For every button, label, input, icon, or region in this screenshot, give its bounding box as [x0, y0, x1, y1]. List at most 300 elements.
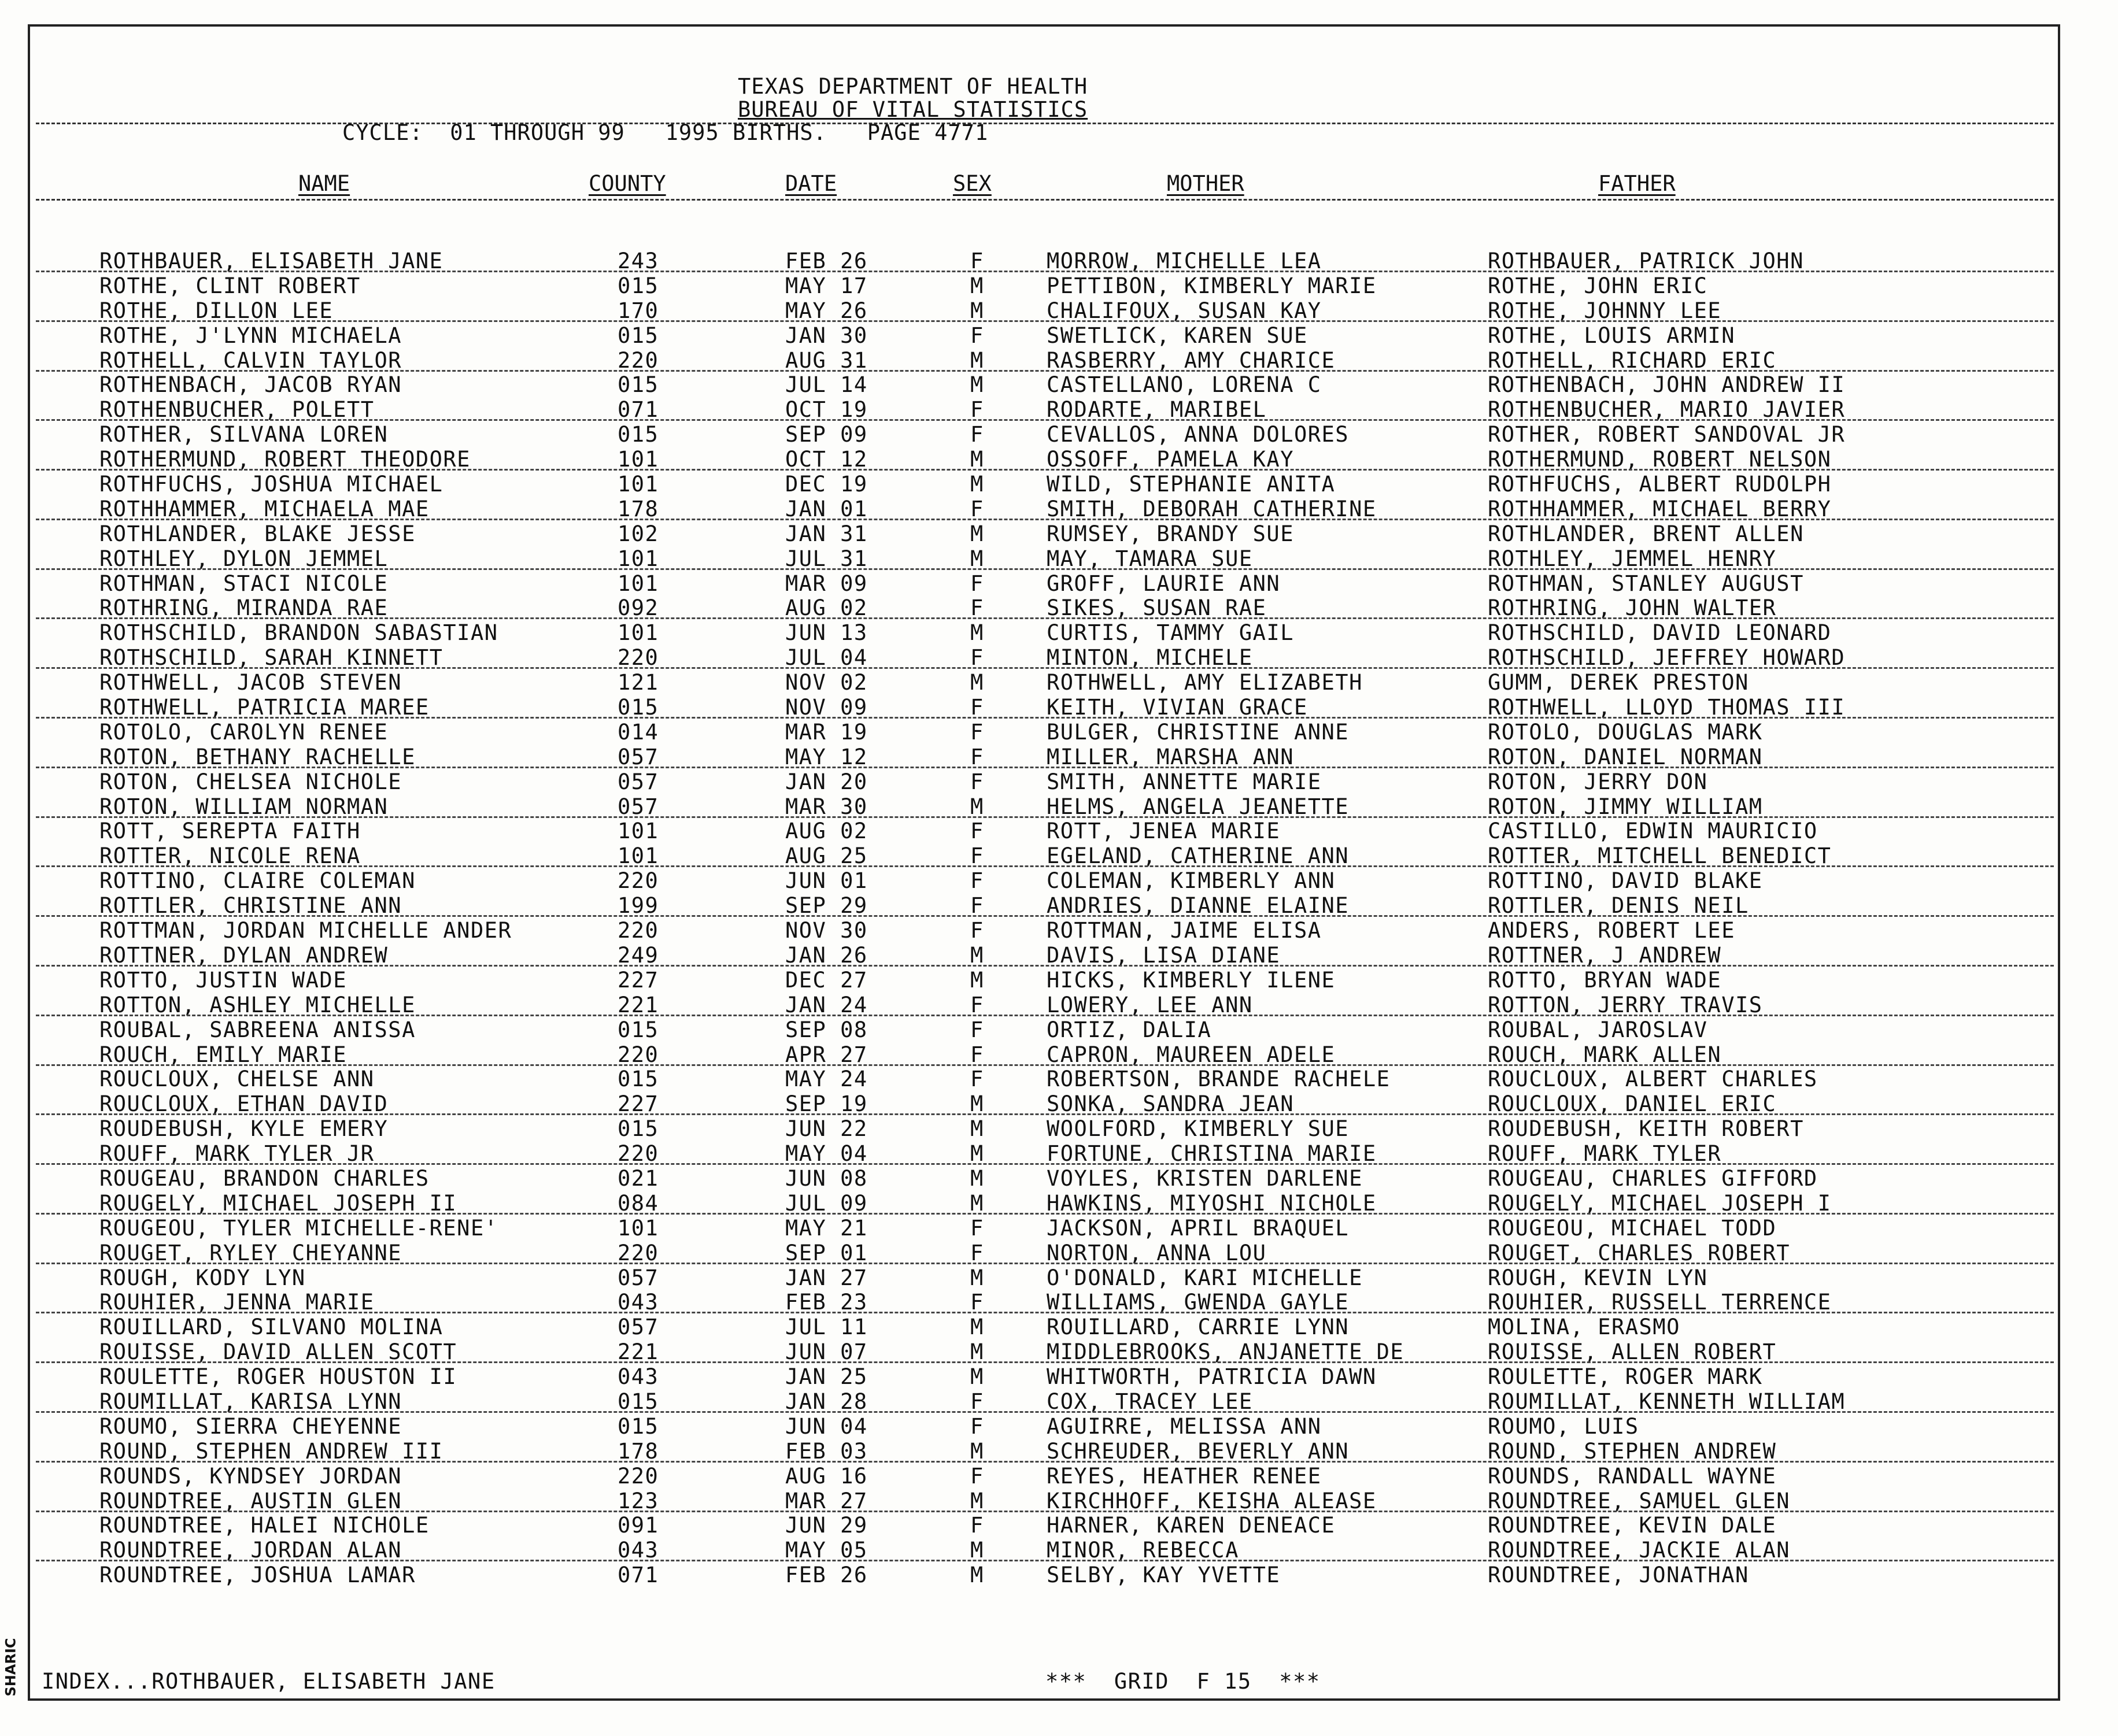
cell-name: ROTHE, J'LYNN MICHAELA: [99, 323, 402, 348]
cell-mother: MORROW, MICHELLE LEA: [1047, 249, 1322, 273]
cell-date: DEC 19: [785, 472, 868, 497]
cell-date: JUN 07: [785, 1339, 868, 1365]
cell-date: MAY 26: [785, 298, 868, 323]
cell-sex: F: [970, 695, 984, 720]
cell-sex: F: [970, 1067, 984, 1092]
cell-sex: F: [970, 893, 984, 919]
cell-county: 101: [618, 843, 659, 869]
table-row: [0, 893, 2118, 918]
cell-mother: VOYLES, KRISTEN DARLENE: [1047, 1165, 1363, 1191]
cell-name: ROTTLER, CHRISTINE ANN: [99, 893, 402, 919]
cell-father: ROTHRING, JOHN WALTER: [1488, 595, 1777, 621]
cell-sex: M: [970, 298, 984, 323]
cell-date: FEB 03: [785, 1438, 868, 1464]
cell-mother: SELBY, KAY YVETTE: [1047, 1563, 1281, 1588]
cell-name: ROUNDTREE, JOSHUA LAMAR: [99, 1563, 416, 1588]
cell-county: 043: [618, 1364, 659, 1390]
cell-mother: ANDRIES, DIANNE ELAINE: [1047, 893, 1350, 919]
cell-name: ROULETTE, ROGER HOUSTON II: [99, 1364, 457, 1390]
table-row: [0, 1439, 2118, 1464]
table-row: [0, 348, 2118, 373]
cell-county: 249: [618, 942, 659, 968]
cell-sex: M: [970, 1364, 984, 1390]
cell-date: MAR 09: [785, 571, 868, 596]
cell-name: ROTON, BETHANY RACHELLE: [99, 744, 416, 769]
cell-name: ROTTER, NICOLE RENA: [99, 843, 361, 869]
cell-name: ROUND, STEPHEN ANDREW III: [99, 1438, 443, 1464]
cell-name: ROUGEAU, BRANDON CHARLES: [99, 1165, 430, 1191]
cell-sex: F: [970, 323, 984, 348]
cell-name: ROTON, CHELSEA NICHOLE: [99, 769, 402, 794]
cell-mother: RODARTE, MARIBEL: [1047, 397, 1267, 423]
cell-mother: FORTUNE, CHRISTINA MARIE: [1047, 1141, 1377, 1167]
cell-mother: WILD, STEPHANIE ANITA: [1047, 472, 1336, 497]
cell-mother: HICKS, KIMBERLY ILENE: [1047, 967, 1336, 993]
cell-name: ROTHELL, CALVIN TAYLOR: [99, 347, 402, 373]
cell-mother: MAY, TAMARA SUE: [1047, 546, 1253, 571]
table-row: [0, 620, 2118, 645]
cell-date: NOV 09: [785, 695, 868, 720]
cell-father: ROTHSCHILD, DAVID LEONARD: [1488, 620, 1832, 646]
cell-father: MOLINA, ERASMO: [1488, 1315, 1680, 1340]
side-label: SHARIC: [2, 1638, 19, 1697]
cell-sex: F: [970, 1017, 984, 1042]
table-row: [0, 1017, 2118, 1042]
cell-sex: M: [970, 1265, 984, 1290]
cell-county: 220: [618, 868, 659, 894]
cell-date: JUN 01: [785, 868, 868, 894]
cell-name: ROTHSCHILD, BRANDON SABASTIAN: [99, 620, 498, 646]
cell-name: ROUFF, MARK TYLER JR: [99, 1141, 375, 1167]
cell-sex: M: [970, 670, 984, 695]
cell-date: MAY 21: [785, 1215, 868, 1241]
cell-father: ROTHELL, RICHARD ERIC: [1488, 347, 1777, 373]
cell-name: ROUMILLAT, KARISA LYNN: [99, 1389, 402, 1414]
cell-name: ROTT, SEREPTA FAITH: [99, 819, 361, 844]
cell-mother: NORTON, ANNA LOU: [1047, 1240, 1267, 1265]
cell-sex: M: [970, 273, 984, 298]
cell-county: 220: [618, 918, 659, 943]
cell-sex: M: [970, 1190, 984, 1216]
cell-county: 220: [618, 645, 659, 671]
cell-sex: M: [970, 1165, 984, 1191]
cell-county: 199: [618, 893, 659, 919]
cell-sex: F: [970, 918, 984, 943]
cell-county: 015: [618, 1116, 659, 1142]
cell-mother: DAVIS, LISA DIANE: [1047, 942, 1281, 968]
cell-father: ROTTNER, J ANDREW: [1488, 942, 1722, 968]
col-header-sex: SEX: [953, 171, 992, 196]
cell-date: SEP 01: [785, 1240, 868, 1265]
cell-mother: CAPRON, MAUREEN ADELE: [1047, 1042, 1336, 1067]
cell-county: 170: [618, 298, 659, 323]
cell-county: 014: [618, 719, 659, 745]
cell-sex: F: [970, 397, 984, 423]
cell-county: 227: [618, 1091, 659, 1117]
cell-county: 015: [618, 372, 659, 398]
cell-county: 101: [618, 571, 659, 596]
cell-sex: F: [970, 645, 984, 671]
cell-date: MAR 27: [785, 1488, 868, 1513]
cell-county: 071: [618, 397, 659, 423]
cell-county: 057: [618, 794, 659, 819]
cell-sex: F: [970, 571, 984, 596]
cell-name: ROUILLARD, SILVANO MOLINA: [99, 1315, 443, 1340]
cell-date: JAN 28: [785, 1389, 868, 1414]
table-row: [0, 571, 2118, 596]
cell-father: ROUNDTREE, SAMUEL GLEN: [1488, 1488, 1791, 1513]
cell-county: 043: [618, 1538, 659, 1563]
cell-mother: CURTIS, TAMMY GAIL: [1047, 620, 1294, 646]
cell-county: 015: [618, 422, 659, 447]
cell-father: ROTOLO, DOUGLAS MARK: [1488, 719, 1763, 745]
cell-father: ROTHENBUCHER, MARIO JAVIER: [1488, 397, 1846, 423]
cell-father: ROUCH, MARK ALLEN: [1488, 1042, 1722, 1067]
cell-county: 101: [618, 1215, 659, 1241]
cell-county: 102: [618, 521, 659, 546]
cell-mother: ROTT, JENEA MARIE: [1047, 819, 1281, 844]
cell-mother: ROUILLARD, CARRIE LYNN: [1047, 1315, 1350, 1340]
header-cycle: CYCLE: 01 THROUGH 99 1995 BIRTHS. PAGE 4771: [342, 120, 989, 145]
cell-mother: BULGER, CHRISTINE ANNE: [1047, 719, 1350, 745]
cell-father: ROTHFUCHS, ALBERT RUDOLPH: [1488, 472, 1832, 497]
cell-date: JUN 29: [785, 1513, 868, 1538]
table-row: [0, 868, 2118, 893]
cell-sex: F: [970, 819, 984, 844]
cell-county: 243: [618, 249, 659, 273]
table-row: [0, 521, 2118, 546]
cell-date: JUL 11: [785, 1315, 868, 1340]
table-row: [0, 447, 2118, 472]
cell-county: 121: [618, 670, 659, 695]
table-row: [0, 273, 2118, 298]
cell-father: ROTHMAN, STANLEY AUGUST: [1488, 571, 1804, 596]
cell-date: MAY 04: [785, 1141, 868, 1167]
cell-father: ROUGEAU, CHARLES GIFFORD: [1488, 1165, 1818, 1191]
cell-name: ROUHIER, JENNA MARIE: [99, 1290, 375, 1315]
cell-date: SEP 29: [785, 893, 868, 919]
cell-mother: WHITWORTH, PATRICIA DAWN: [1047, 1364, 1377, 1390]
cell-sex: F: [970, 1513, 984, 1538]
cell-date: AUG 02: [785, 595, 868, 621]
cell-name: ROTHERMUND, ROBERT THEODORE: [99, 447, 471, 472]
cell-mother: SCHREUDER, BEVERLY ANN: [1047, 1438, 1350, 1464]
cell-father: ROUCLOUX, ALBERT CHARLES: [1488, 1067, 1818, 1092]
table-row: [0, 1042, 2118, 1067]
cell-name: ROUCLOUX, ETHAN DAVID: [99, 1091, 389, 1117]
cell-mother: ORTIZ, DALIA: [1047, 1017, 1212, 1042]
cell-date: FEB 26: [785, 249, 868, 273]
cell-county: 015: [618, 695, 659, 720]
cell-sex: F: [970, 1463, 984, 1489]
cell-name: ROUGEOU, TYLER MICHELLE-RENE': [99, 1215, 498, 1241]
table-row: [0, 1191, 2118, 1216]
header-agency: TEXAS DEPARTMENT OF HEALTH: [738, 74, 1088, 99]
cell-sex: F: [970, 496, 984, 521]
cell-sex: M: [970, 967, 984, 993]
cell-date: JUL 31: [785, 546, 868, 571]
table-row: [0, 1538, 2118, 1563]
table-row: [0, 1241, 2118, 1265]
cell-sex: M: [970, 1141, 984, 1167]
cell-county: 057: [618, 744, 659, 769]
cell-name: ROTHENBACH, JACOB RYAN: [99, 372, 402, 398]
cell-county: 101: [618, 819, 659, 844]
cell-father: GUMM, DEREK PRESTON: [1488, 670, 1749, 695]
cell-name: ROTHER, SILVANA LOREN: [99, 422, 389, 447]
cell-father: ROUNDTREE, KEVIN DALE: [1488, 1513, 1777, 1538]
cell-sex: M: [970, 347, 984, 373]
cell-mother: ROTHWELL, AMY ELIZABETH: [1047, 670, 1363, 695]
cell-date: JAN 25: [785, 1364, 868, 1390]
cell-father: ROTON, JIMMY WILLIAM: [1488, 794, 1763, 819]
cell-mother: MINOR, REBECCA: [1047, 1538, 1239, 1563]
cell-mother: MILLER, MARSHA ANN: [1047, 744, 1294, 769]
cell-county: 015: [618, 1413, 659, 1439]
table-row: [0, 720, 2118, 745]
cell-mother: SONKA, SANDRA JEAN: [1047, 1091, 1294, 1117]
divider: [36, 123, 2054, 124]
cell-father: ROUGH, KEVIN LYN: [1488, 1265, 1708, 1290]
cell-mother: CASTELLANO, LORENA C: [1047, 372, 1322, 398]
table-row: [0, 819, 2118, 843]
cell-county: 220: [618, 347, 659, 373]
cell-father: ROTTO, BRYAN WADE: [1488, 967, 1722, 993]
cell-father: ROULETTE, ROGER MARK: [1488, 1364, 1763, 1390]
cell-name: ROUNDS, KYNDSEY JORDAN: [99, 1463, 402, 1489]
cell-sex: M: [970, 1438, 984, 1464]
cell-name: ROUBAL, SABREENA ANISSA: [99, 1017, 416, 1042]
cell-sex: F: [970, 769, 984, 794]
table-row: [0, 745, 2118, 769]
cell-county: 101: [618, 472, 659, 497]
cell-father: ROTHHAMMER, MICHAEL BERRY: [1488, 496, 1832, 521]
cell-mother: SMITH, DEBORAH CATHERINE: [1047, 496, 1377, 521]
col-header-father: FATHER: [1598, 171, 1676, 196]
cell-name: ROTOLO, CAROLYN RENEE: [99, 719, 389, 745]
table-row: [0, 993, 2118, 1017]
table-row: [0, 1265, 2118, 1290]
cell-father: ROUMO, LUIS: [1488, 1413, 1639, 1439]
cell-father: ROTON, DANIEL NORMAN: [1488, 744, 1763, 769]
cell-mother: COX, TRACEY LEE: [1047, 1389, 1253, 1414]
cell-father: ROUHIER, RUSSELL TERRENCE: [1488, 1290, 1832, 1315]
cell-date: NOV 02: [785, 670, 868, 695]
table-row: [0, 695, 2118, 720]
cell-name: ROTHLANDER, BLAKE JESSE: [99, 521, 416, 546]
cell-name: ROUGELY, MICHAEL JOSEPH II: [99, 1190, 457, 1216]
cell-sex: M: [970, 472, 984, 497]
cell-name: ROUMO, SIERRA CHEYENNE: [99, 1413, 402, 1439]
cell-name: ROTHMAN, STACI NICOLE: [99, 571, 389, 596]
cell-mother: JACKSON, APRIL BRAQUEL: [1047, 1215, 1350, 1241]
cell-date: APR 27: [785, 1042, 868, 1067]
table-row: [0, 1389, 2118, 1414]
cell-name: ROTHENBUCHER, POLETT: [99, 397, 375, 423]
cell-sex: F: [970, 1290, 984, 1315]
cell-father: ROTTINO, DAVID BLAKE: [1488, 868, 1763, 894]
cell-father: ROUGET, CHARLES ROBERT: [1488, 1240, 1791, 1265]
cell-father: CASTILLO, EDWIN MAURICIO: [1488, 819, 1818, 844]
col-header-date: DATE: [785, 171, 837, 196]
cell-sex: M: [970, 620, 984, 646]
cell-date: OCT 19: [785, 397, 868, 423]
cell-mother: HARNER, KAREN DENEACE: [1047, 1513, 1336, 1538]
table-row: [0, 372, 2118, 397]
cell-county: 220: [618, 1141, 659, 1167]
table-row: [0, 1091, 2118, 1116]
cell-sex: F: [970, 1389, 984, 1414]
cell-county: 221: [618, 992, 659, 1017]
cell-name: ROTHLEY, DYLON JEMMEL: [99, 546, 389, 571]
divider: [36, 199, 2054, 201]
col-header-name: NAME: [298, 171, 350, 196]
cell-name: ROUNDTREE, HALEI NICHOLE: [99, 1513, 430, 1538]
cell-sex: M: [970, 521, 984, 546]
cell-name: ROTHFUCHS, JOSHUA MICHAEL: [99, 472, 443, 497]
cell-father: ROUMILLAT, KENNETH WILLIAM: [1488, 1389, 1846, 1414]
table-row: [0, 968, 2118, 993]
cell-county: 220: [618, 1240, 659, 1265]
cell-county: 123: [618, 1488, 659, 1513]
cell-name: ROUCLOUX, CHELSE ANN: [99, 1067, 375, 1092]
cell-county: 015: [618, 1017, 659, 1042]
cell-date: MAY 05: [785, 1538, 868, 1563]
cell-father: ROTTER, MITCHELL BENEDICT: [1488, 843, 1832, 869]
cell-county: 021: [618, 1165, 659, 1191]
cell-father: ROTHERMUND, ROBERT NELSON: [1488, 447, 1832, 472]
cell-sex: F: [970, 422, 984, 447]
cell-date: JAN 30: [785, 323, 868, 348]
table-row: [0, 918, 2118, 943]
cell-sex: F: [970, 843, 984, 869]
table-row: [0, 298, 2118, 323]
cell-county: 220: [618, 1042, 659, 1067]
table-row: [0, 1067, 2118, 1091]
cell-father: ROTON, JERRY DON: [1488, 769, 1708, 794]
cell-county: 057: [618, 1315, 659, 1340]
table-row: [0, 794, 2118, 819]
cell-date: JAN 27: [785, 1265, 868, 1290]
cell-name: ROUNDTREE, AUSTIN GLEN: [99, 1488, 402, 1513]
cell-sex: M: [970, 1538, 984, 1563]
cell-name: ROUNDTREE, JORDAN ALAN: [99, 1538, 402, 1563]
cell-county: 227: [618, 967, 659, 993]
table-row: [0, 1513, 2118, 1538]
table-row: [0, 769, 2118, 794]
cell-father: ROTHE, LOUIS ARMIN: [1488, 323, 1735, 348]
table-row: [0, 1315, 2118, 1339]
cell-sex: M: [970, 794, 984, 819]
cell-sex: M: [970, 1116, 984, 1142]
cell-date: JUL 14: [785, 372, 868, 398]
cell-father: ROTTON, JERRY TRAVIS: [1488, 992, 1763, 1017]
cell-county: 178: [618, 496, 659, 521]
cell-county: 057: [618, 1265, 659, 1290]
cell-name: ROTHRING, MIRANDA RAE: [99, 595, 389, 621]
table-row: [0, 1116, 2118, 1141]
table-row: [0, 1339, 2118, 1364]
cell-county: 091: [618, 1513, 659, 1538]
cell-date: JUN 08: [785, 1165, 868, 1191]
cell-county: 220: [618, 1463, 659, 1489]
table-row: [0, 943, 2118, 968]
cell-sex: F: [970, 744, 984, 769]
cell-father: ROTTLER, DENIS NEIL: [1488, 893, 1749, 919]
cell-county: 221: [618, 1339, 659, 1365]
cell-county: 057: [618, 769, 659, 794]
cell-mother: KIRCHHOFF, KEISHA ALEASE: [1047, 1488, 1377, 1513]
table-row: [0, 1489, 2118, 1513]
cell-father: ROTHE, JOHN ERIC: [1488, 273, 1708, 298]
cell-date: FEB 23: [785, 1290, 868, 1315]
cell-father: ROUND, STEPHEN ANDREW: [1488, 1438, 1777, 1464]
cell-sex: M: [970, 1091, 984, 1117]
cell-county: 015: [618, 1067, 659, 1092]
cell-sex: M: [970, 372, 984, 398]
cell-date: AUG 31: [785, 347, 868, 373]
cell-name: ROTHWELL, JACOB STEVEN: [99, 670, 402, 695]
table-row: [0, 397, 2118, 422]
cell-date: FEB 26: [785, 1563, 868, 1588]
cell-father: ROUGEOU, MICHAEL TODD: [1488, 1215, 1777, 1241]
cell-father: ROUFF, MARK TYLER: [1488, 1141, 1722, 1167]
cell-date: JAN 26: [785, 942, 868, 968]
cell-date: AUG 25: [785, 843, 868, 869]
cell-name: ROUDEBUSH, KYLE EMERY: [99, 1116, 389, 1142]
cell-father: ROTHWELL, LLOYD THOMAS III: [1488, 695, 1846, 720]
cell-father: ROTHE, JOHNNY LEE: [1488, 298, 1722, 323]
header-bureau: BUREAU OF VITAL STATISTICS: [738, 97, 1088, 122]
cell-county: 015: [618, 323, 659, 348]
cell-date: JAN 20: [785, 769, 868, 794]
cell-name: ROUGH, KODY LYN: [99, 1265, 306, 1290]
cell-name: ROUGET, RYLEY CHEYANNE: [99, 1240, 402, 1265]
cell-father: ROTHLANDER, BRENT ALLEN: [1488, 521, 1804, 546]
cell-county: 015: [618, 1389, 659, 1414]
cell-name: ROTHWELL, PATRICIA MAREE: [99, 695, 430, 720]
cell-date: AUG 16: [785, 1463, 868, 1489]
cell-sex: M: [970, 942, 984, 968]
cell-mother: O'DONALD, KARI MICHELLE: [1047, 1265, 1363, 1290]
cell-father: ROUCLOUX, DANIEL ERIC: [1488, 1091, 1777, 1117]
cell-name: ROTHBAUER, ELISABETH JANE: [99, 249, 443, 273]
cell-mother: SMITH, ANNETTE MARIE: [1047, 769, 1322, 794]
cell-date: NOV 30: [785, 918, 868, 943]
cell-county: 101: [618, 546, 659, 571]
cell-name: ROTTMAN, JORDAN MICHELLE ANDER: [99, 918, 512, 943]
footer-index: INDEX...ROTHBAUER, ELISABETH JANE: [42, 1669, 496, 1694]
cell-date: JUN 22: [785, 1116, 868, 1142]
cell-date: JAN 24: [785, 992, 868, 1017]
cell-date: MAY 12: [785, 744, 868, 769]
cell-mother: CHALIFOUX, SUSAN KAY: [1047, 298, 1322, 323]
cell-county: 043: [618, 1290, 659, 1315]
cell-name: ROUISSE, DAVID ALLEN SCOTT: [99, 1339, 457, 1365]
cell-mother: SWETLICK, KAREN SUE: [1047, 323, 1308, 348]
cell-county: 015: [618, 273, 659, 298]
cell-sex: F: [970, 868, 984, 894]
table-row: [0, 1166, 2118, 1191]
cell-name: ROTTNER, DYLAN ANDREW: [99, 942, 389, 968]
col-header-mother: MOTHER: [1167, 171, 1244, 196]
cell-mother: OSSOFF, PAMELA KAY: [1047, 447, 1294, 472]
table-row: [0, 1141, 2118, 1166]
cell-sex: F: [970, 249, 984, 273]
table-row: [0, 843, 2118, 868]
cell-sex: M: [970, 1315, 984, 1340]
cell-sex: F: [970, 992, 984, 1017]
